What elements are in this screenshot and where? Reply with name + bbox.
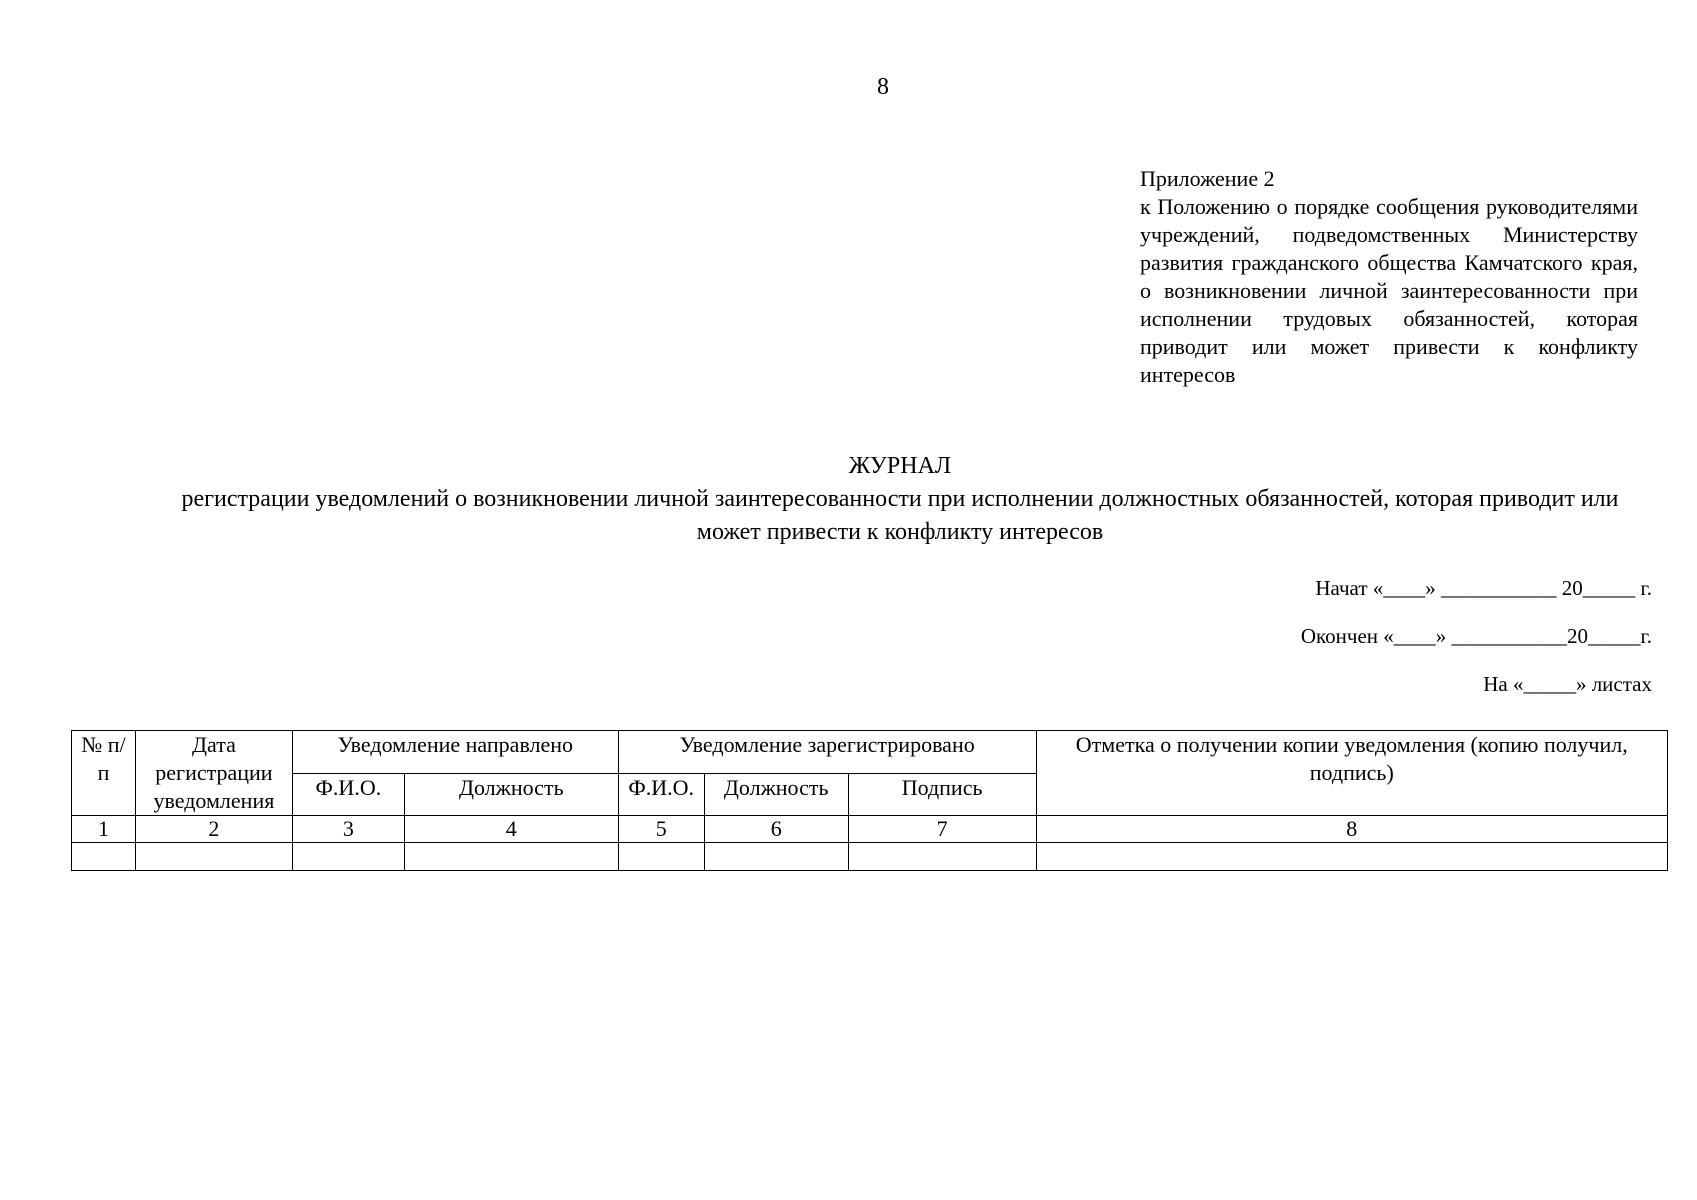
column-number: 3 — [292, 816, 404, 843]
page-number: 8 — [877, 74, 889, 100]
table-cell — [1036, 843, 1667, 871]
finished-date-line: Окончен «____» ___________20_____г. — [1300, 624, 1652, 648]
header-date: Дата регистрации уведомления — [135, 731, 292, 816]
column-number: 2 — [135, 816, 292, 843]
column-number: 1 — [72, 816, 136, 843]
table-cell — [848, 843, 1036, 871]
header-reg-position: Должность — [704, 773, 848, 816]
column-number: 5 — [618, 816, 704, 843]
column-number: 8 — [1036, 816, 1667, 843]
table-header-row — [72, 731, 1668, 774]
header-sent-group: Уведомление направлено — [292, 731, 618, 774]
header-reg-fio: Ф.И.О. — [618, 773, 704, 816]
column-number: 6 — [704, 816, 848, 843]
column-number-row — [72, 816, 1668, 843]
table-cell — [404, 843, 618, 871]
table-cell — [135, 843, 292, 871]
table-cell — [72, 843, 136, 871]
table-row — [72, 843, 1668, 871]
appendix-block — [1140, 165, 1638, 389]
journal-table — [71, 730, 1668, 871]
table-cell — [292, 843, 404, 871]
table-cell — [618, 843, 704, 871]
header-copy-mark: Отметка о получении копии уведомления (копию получил, подпись) — [1036, 731, 1667, 816]
table-cell — [704, 843, 848, 871]
started-date-line: Начат «____» ___________ 20_____ г. — [1315, 576, 1652, 600]
appendix-title: Приложение 2 — [1140, 166, 1275, 191]
journal-title: ЖУРНАЛ — [848, 453, 952, 479]
column-number: 4 — [404, 816, 618, 843]
column-number: 7 — [848, 816, 1036, 843]
header-sent-position: Должность — [404, 773, 618, 816]
header-sent-fio: Ф.И.О. — [292, 773, 404, 816]
sheets-count-line: На «_____» листах — [1483, 672, 1652, 696]
header-num: № п/п — [72, 731, 136, 816]
appendix-body: к Положению о порядке сообщения руководителями учреждений, подведомственных Министерству развития гражданского общества Камчатского края, о возникновении личной заинтересованности при исполнении трудовых обязанностей, которая приводит или может привести к конфликту интересов — [1140, 194, 1638, 387]
journal-title-block — [160, 450, 1640, 549]
header-reg-signature: Подпись — [848, 773, 1036, 816]
journal-subtitle: регистрации уведомлений о возникновении личной заинтересованности при исполнении должностных обязанностей, которая приводит или может привести к конфликту интересов — [181, 486, 1619, 545]
header-registered-group: Уведомление зарегистрировано — [618, 731, 1036, 774]
